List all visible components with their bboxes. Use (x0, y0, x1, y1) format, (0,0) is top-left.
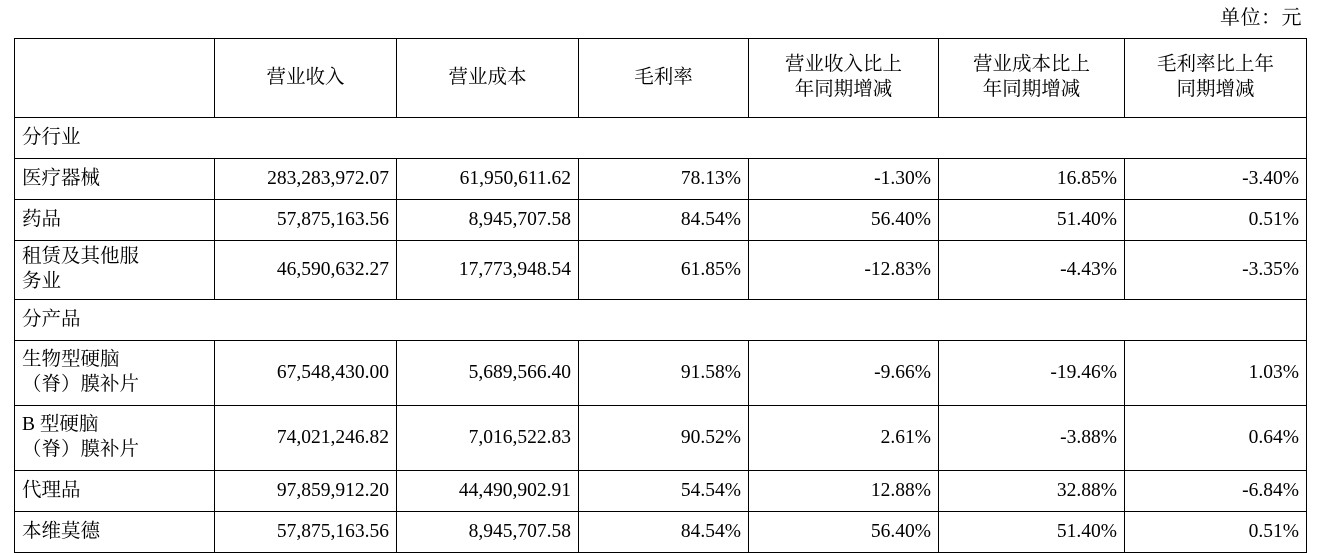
cell-cost: 7,016,522.83 (397, 406, 579, 471)
table-header-row (15, 39, 1307, 118)
cell-revenue: 283,283,972.07 (215, 159, 397, 200)
cell-cost-yoy: -3.88% (939, 406, 1125, 471)
header-cell-revenue: 营业收入 (215, 39, 397, 118)
row-label (15, 406, 215, 471)
cell-revenue-yoy: -9.66% (749, 341, 939, 406)
header-line-2: 同期增减 (1176, 79, 1255, 100)
cell-revenue: 74,021,246.82 (215, 406, 397, 471)
table-row (15, 512, 1307, 553)
row-label-line-1: B 型硬脑 (22, 414, 99, 436)
header-line-2: 年同期增减 (794, 79, 893, 100)
cell-margin-yoy: 1.03% (1125, 341, 1307, 406)
row-label: 药品 (15, 200, 215, 241)
cell-revenue-yoy: -1.30% (749, 159, 939, 200)
cell-gross-margin: 78.13% (579, 159, 749, 200)
header-cell-cost-yoy (939, 39, 1125, 118)
cell-gross-margin: 61.85% (579, 241, 749, 300)
row-label (15, 241, 215, 300)
row-label: 代理品 (15, 471, 215, 512)
row-label-line-2: 务业 (22, 271, 62, 292)
cell-margin-yoy: -6.84% (1125, 471, 1307, 512)
table-section-row (15, 300, 1307, 341)
row-label-line-2: （脊）膜补片 (22, 374, 140, 395)
cell-cost-yoy: 16.85% (939, 159, 1125, 200)
row-label-line-2: （脊）膜补片 (22, 439, 140, 460)
header-line-1: 营业收入比上 (784, 54, 902, 76)
cell-revenue-yoy: 12.88% (749, 471, 939, 512)
section-title-product: 分产品 (15, 300, 1307, 341)
cell-revenue: 46,590,632.27 (215, 241, 397, 300)
cell-cost-yoy: 32.88% (939, 471, 1125, 512)
cell-margin-yoy: 0.64% (1125, 406, 1307, 471)
header-cell-gross-margin: 毛利率 (579, 39, 749, 118)
unit-note: 单位：元 (1220, 7, 1302, 29)
cell-gross-margin: 84.54% (579, 512, 749, 553)
cell-revenue: 57,875,163.56 (215, 512, 397, 553)
cell-margin-yoy: -3.35% (1125, 241, 1307, 300)
header-cell-blank (15, 39, 215, 118)
cell-cost-yoy: -19.46% (939, 341, 1125, 406)
cell-cost: 8,945,707.58 (397, 512, 579, 553)
cell-revenue: 97,859,912.20 (215, 471, 397, 512)
cell-margin-yoy: 0.51% (1125, 512, 1307, 553)
table-row (15, 200, 1307, 241)
row-label-line-1: 租赁及其他服 (22, 246, 140, 268)
table-row (15, 159, 1307, 200)
cell-revenue-yoy: 2.61% (749, 406, 939, 471)
cell-gross-margin: 54.54% (579, 471, 749, 512)
cell-revenue-yoy: -12.83% (749, 241, 939, 300)
cell-gross-margin: 90.52% (579, 406, 749, 471)
cell-cost: 44,490,902.91 (397, 471, 579, 512)
cell-gross-margin: 84.54% (579, 200, 749, 241)
header-line-1: 毛利率比上年 (1156, 54, 1274, 76)
cell-revenue: 57,875,163.56 (215, 200, 397, 241)
cell-cost-yoy: -4.43% (939, 241, 1125, 300)
row-label: 医疗器械 (15, 159, 215, 200)
cell-margin-yoy: 0.51% (1125, 200, 1307, 241)
row-label (15, 341, 215, 406)
cell-margin-yoy: -3.40% (1125, 159, 1307, 200)
cell-revenue: 67,548,430.00 (215, 341, 397, 406)
header-cell-cost: 营业成本 (397, 39, 579, 118)
cell-cost-yoy: 51.40% (939, 200, 1125, 241)
table-row (15, 341, 1307, 406)
cell-revenue-yoy: 56.40% (749, 512, 939, 553)
cell-revenue-yoy: 56.40% (749, 200, 939, 241)
header-line-2: 年同期增减 (982, 79, 1081, 100)
cell-gross-margin: 91.58% (579, 341, 749, 406)
header-cell-margin-yoy (1125, 39, 1307, 118)
header-line-1: 营业成本比上 (972, 54, 1090, 76)
cell-cost: 61,950,611.62 (397, 159, 579, 200)
table-row (15, 406, 1307, 471)
header-cell-revenue-yoy (749, 39, 939, 118)
row-label-line-1: 生物型硬脑 (22, 349, 120, 371)
cell-cost-yoy: 51.40% (939, 512, 1125, 553)
section-title-industry: 分行业 (15, 118, 1307, 159)
cell-cost: 17,773,948.54 (397, 241, 579, 300)
cell-cost: 8,945,707.58 (397, 200, 579, 241)
table-row (15, 241, 1307, 300)
financial-table (14, 38, 1307, 553)
cell-cost: 5,689,566.40 (397, 341, 579, 406)
row-label: 本维莫德 (15, 512, 215, 553)
table-row (15, 471, 1307, 512)
table-section-row (15, 118, 1307, 159)
